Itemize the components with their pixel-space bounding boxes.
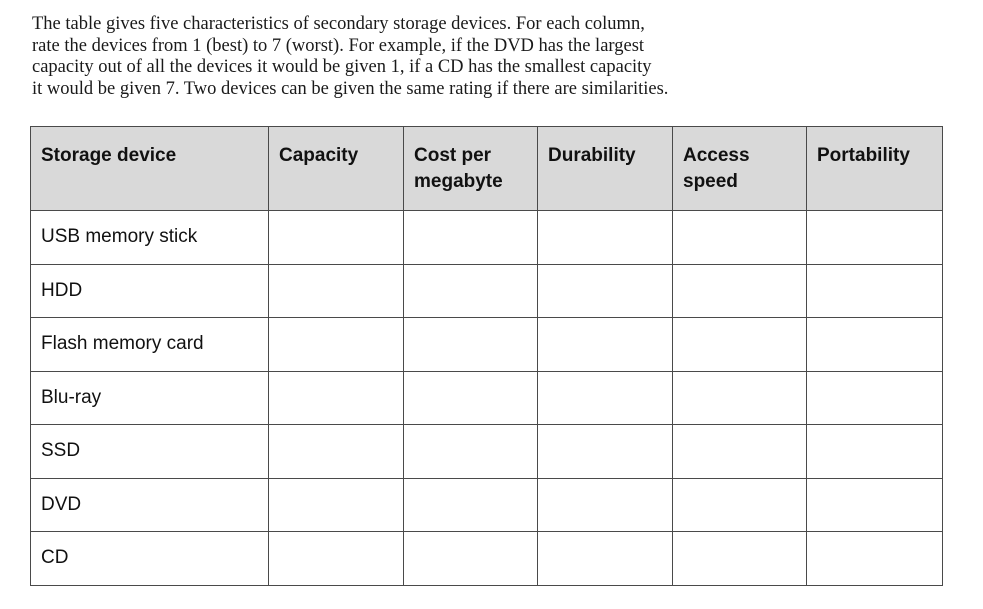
instructions-line: capacity out of all the devices it would be given 1, if a CD has the smallest capacity	[32, 57, 652, 77]
access-speed-rating-cell[interactable]	[673, 211, 807, 265]
instructions-paragraph	[32, 14, 962, 100]
capacity-rating-cell[interactable]	[269, 211, 404, 265]
access-speed-rating-cell[interactable]	[673, 532, 807, 586]
table-row	[31, 318, 943, 372]
cost-rating-cell[interactable]	[404, 211, 538, 265]
table-row	[31, 371, 943, 425]
access-speed-rating-cell[interactable]	[673, 425, 807, 479]
capacity-rating-cell[interactable]	[269, 264, 404, 318]
storage-rating-table	[30, 126, 943, 586]
access-speed-rating-cell[interactable]	[673, 478, 807, 532]
cost-rating-cell[interactable]	[404, 371, 538, 425]
capacity-rating-cell[interactable]	[269, 425, 404, 479]
header-access-speed: Access speed	[673, 127, 807, 211]
access-speed-rating-cell[interactable]	[673, 371, 807, 425]
durability-rating-cell[interactable]	[538, 478, 673, 532]
cost-rating-cell[interactable]	[404, 532, 538, 586]
device-name-cell: SSD	[31, 425, 269, 479]
portability-rating-cell[interactable]	[807, 371, 943, 425]
capacity-rating-cell[interactable]	[269, 318, 404, 372]
capacity-rating-cell[interactable]	[269, 532, 404, 586]
header-durability: Durability	[538, 127, 673, 211]
table-row	[31, 478, 943, 532]
table-row	[31, 264, 943, 318]
header-storage-device: Storage device	[31, 127, 269, 211]
device-name-cell: CD	[31, 532, 269, 586]
cost-rating-cell[interactable]	[404, 318, 538, 372]
cost-rating-cell[interactable]	[404, 264, 538, 318]
durability-rating-cell[interactable]	[538, 318, 673, 372]
durability-rating-cell[interactable]	[538, 425, 673, 479]
cost-rating-cell[interactable]	[404, 478, 538, 532]
table-row	[31, 532, 943, 586]
device-name-cell: HDD	[31, 264, 269, 318]
instructions-line: it would be given 7. Two devices can be given the same rating if there are similarities.	[32, 78, 669, 99]
instructions-line: rate the devices from 1 (best) to 7 (worst). For example, if the DVD has the largest	[32, 35, 645, 56]
capacity-rating-cell[interactable]	[269, 478, 404, 532]
durability-rating-cell[interactable]	[538, 371, 673, 425]
header-portability: Portability	[807, 127, 943, 211]
portability-rating-cell[interactable]	[807, 318, 943, 372]
access-speed-rating-cell[interactable]	[673, 318, 807, 372]
portability-rating-cell[interactable]	[807, 478, 943, 532]
table-row	[31, 425, 943, 479]
device-name-cell: DVD	[31, 478, 269, 532]
device-name-cell: USB memory stick	[31, 211, 269, 265]
table-row	[31, 211, 943, 265]
durability-rating-cell[interactable]	[538, 532, 673, 586]
portability-rating-cell[interactable]	[807, 532, 943, 586]
header-cost-per-megabyte: Cost per megabyte	[404, 127, 538, 211]
portability-rating-cell[interactable]	[807, 425, 943, 479]
durability-rating-cell[interactable]	[538, 264, 673, 318]
header-capacity: Capacity	[269, 127, 404, 211]
header-row	[31, 127, 943, 211]
device-name-cell: Blu-ray	[31, 371, 269, 425]
access-speed-rating-cell[interactable]	[673, 264, 807, 318]
device-name-cell: Flash memory card	[31, 318, 269, 372]
portability-rating-cell[interactable]	[807, 211, 943, 265]
cost-rating-cell[interactable]	[404, 425, 538, 479]
portability-rating-cell[interactable]	[807, 264, 943, 318]
durability-rating-cell[interactable]	[538, 211, 673, 265]
instructions-line: The table gives five characteristics of secondary storage devices. For each column,	[32, 14, 645, 34]
capacity-rating-cell[interactable]	[269, 371, 404, 425]
